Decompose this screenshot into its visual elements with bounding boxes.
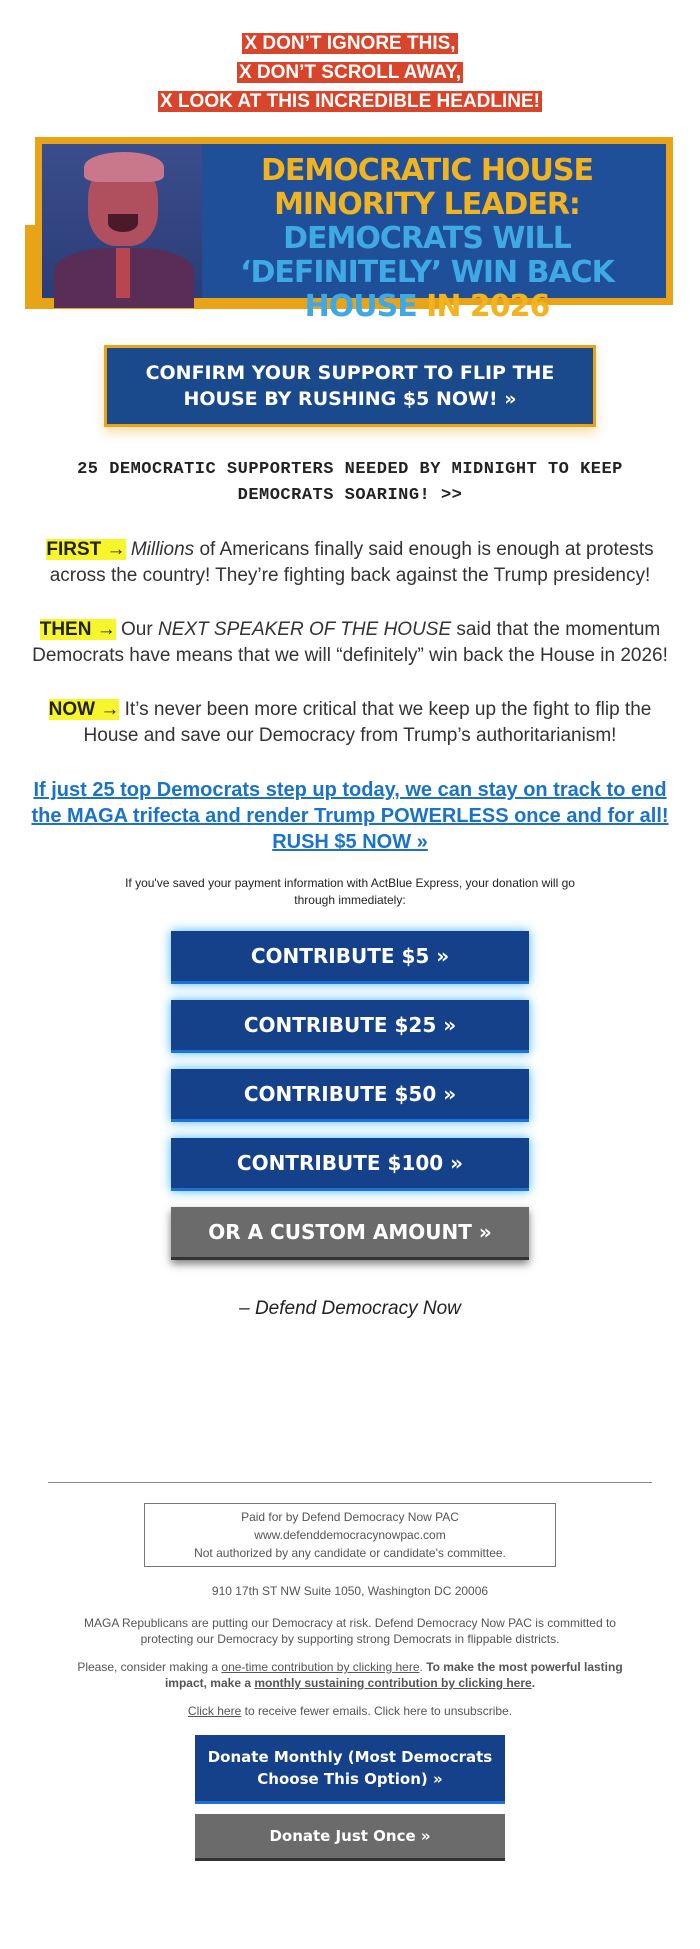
then-emphasis: NEXT SPEAKER OF THE HOUSE [157, 619, 452, 640]
signature: – Defend Democracy Now [239, 1298, 461, 1319]
consider-mid: To make the most powerful lasting impact, make a [164, 1660, 623, 1690]
monthly-contribution-link[interactable]: monthly sustaining contribution by clicking here [254, 1676, 532, 1690]
now-paragraph [30, 697, 670, 749]
then-label: THEN → [39, 619, 116, 640]
contribute-100-button[interactable]: CONTRIBUTE $100 » [171, 1138, 529, 1191]
contribute-5-button[interactable]: CONTRIBUTE $5 » [171, 931, 529, 984]
not-authorized-line: Not authorized by any candidate or candidate's committee. [194, 1546, 506, 1560]
first-paragraph [30, 537, 670, 589]
portrait-image [42, 144, 202, 298]
paid-for-line: Paid for by Defend Democracy Now PAC [241, 1510, 459, 1524]
footer-divider [48, 1482, 652, 1483]
alert-headline [0, 30, 700, 117]
contribute-25-button[interactable]: CONTRIBUTE $25 » [171, 1000, 529, 1053]
donate-monthly-button[interactable]: Donate Monthly (Most Democrats Choose This Option) » [195, 1735, 505, 1804]
then-text: said that the momentum Democrats have means that we will “definitely” win back the House in 2026! [32, 619, 668, 666]
supporters-needed-line: 25 DEMOCRATIC SUPPORTERS NEEDED BY MIDNIGHT TO KEEP DEMOCRATS SOARING! >> [77, 460, 623, 505]
first-emphasis: Millions [130, 539, 195, 560]
contribution-options: Please, consider making a one-time contribution by clicking here. To make the most powerful lasting impact, make a monthly sustaining contribution by clicking here. [77, 1660, 623, 1690]
one-time-contribution-link[interactable]: one-time contribution by clicking here [221, 1660, 420, 1674]
banner-text-part3: IN 2026 [426, 289, 550, 324]
custom-amount-button[interactable]: OR A CUSTOM AMOUNT » [171, 1207, 529, 1260]
rush-5-link[interactable]: If just 25 top Democrats step up today, we can stay on track to end the MAGA trifecta and render Trump POWERLESS once and for all! RUSH $5 NOW » [31, 779, 669, 853]
alert-line-3: X LOOK AT THIS INCREDIBLE HEADLINE! [160, 91, 540, 112]
alert-line-1: X DON’T IGNORE THIS, [244, 33, 456, 54]
fewer-emails-link[interactable]: Click here [187, 1704, 242, 1718]
website-line: www.defenddemocracynowpac.com [254, 1528, 446, 1542]
paid-for-disclaimer [144, 1503, 556, 1567]
email-preferences [60, 1703, 640, 1719]
first-label: FIRST → [46, 539, 126, 560]
mission-statement: MAGA Republicans are putting our Democracy at risk. Defend Democracy Now PAC is committed to protecting our Democracy by supporting strong Democrats in flippable districts. [84, 1616, 616, 1646]
banner-headline [192, 154, 662, 324]
headline-banner[interactable] [25, 137, 673, 324]
contribute-50-button[interactable]: CONTRIBUTE $50 » [171, 1069, 529, 1122]
confirm-support-button[interactable]: CONFIRM YOUR SUPPORT TO FLIP THE HOUSE BY RUSHING $5 NOW! » [104, 345, 596, 427]
banner-text-part1: DEMOCRATIC HOUSE MINORITY LEADER: [261, 153, 593, 222]
first-text: of Americans finally said enough is enough at protests across the country! They’re fighting back against the Trump presidency! [49, 539, 654, 586]
then-pre: Our [121, 619, 153, 640]
now-text: It’s never been more critical that we keep up the fight to flip the House and save our Democracy from Trump’s authoritarianism! [83, 699, 652, 746]
banner-text-part2: DEMOCRATS WILL ‘DEFINITELY’ WIN BACK HOUSE [240, 221, 614, 324]
contribution-buttons [0, 931, 700, 1260]
now-label: NOW → [48, 699, 120, 720]
address: 910 17th ST NW Suite 1050, Washington DC 20006 [211, 1584, 489, 1598]
actblue-express-note: If you've saved your payment information with ActBlue Express, your donation will go through immediately: [125, 876, 575, 907]
alert-line-2: X DON’T SCROLL AWAY, [238, 62, 462, 83]
donate-once-button[interactable]: Donate Just Once » [195, 1814, 505, 1861]
then-paragraph [30, 617, 670, 669]
consider-pre: Please, consider making a [77, 1660, 219, 1674]
fewer-emails-text: to receive fewer emails. Click here to unsubscribe. [244, 1704, 513, 1718]
